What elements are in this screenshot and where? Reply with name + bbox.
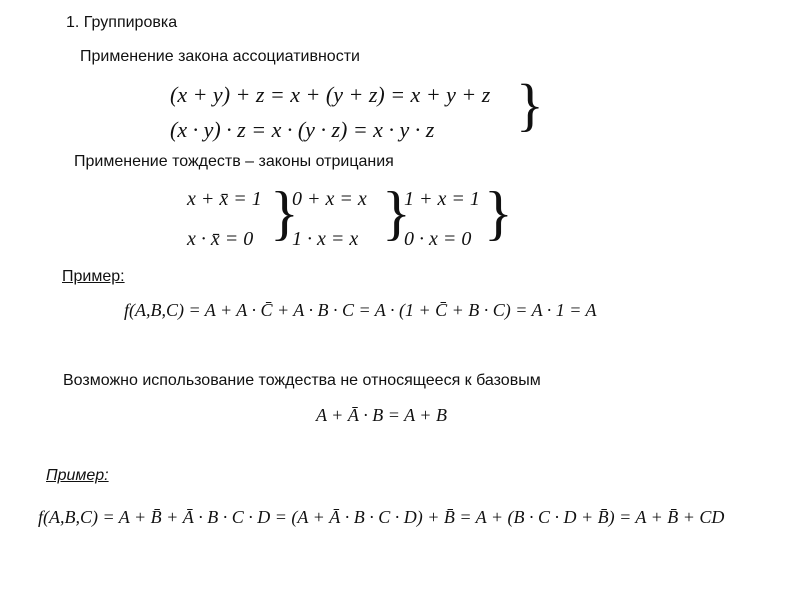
negation-eq-c1: 1 + x = 1 (404, 188, 480, 210)
example1-label: Пример: (62, 268, 125, 285)
negation-brace-2: } (382, 180, 411, 246)
negation-eq-b1: 0 + x = x (292, 188, 367, 210)
example1-equation: f(A,B,C) = A + A · C̄ + A · B · C = A · (1 + C̄ + B · C) = A · 1 = A (124, 300, 597, 320)
negation-title: Применение тождеств – законы отрицания (74, 153, 394, 170)
nonbase-identity-equation: A + Ā · B = A + B (316, 405, 447, 425)
associativity-equation-sum: (x + y) + z = x + (y + z) = x + y + z (170, 82, 491, 107)
example2-equation: f(A,B,C) = A + B̄ + Ā · B · C · D = (A + Ā · B · C · D) + B̄ = A + (B · C · D + B̄) = A + B̄ + CD (38, 507, 725, 527)
negation-eq-b2: 1 · x = x (292, 228, 359, 250)
associativity-equation-product: (x · y) · z = x · (y · z) = x · y · z (170, 117, 435, 142)
negation-eq-c2: 0 · x = 0 (404, 228, 472, 250)
associativity-brace: } (516, 72, 544, 137)
section-heading: 1. Группировка (66, 14, 178, 31)
negation-brace-1: } (270, 180, 299, 246)
nonbase-identity-text: Возможно использование тождества не относящееся к базовым (63, 372, 541, 389)
negation-eq-a1: x + x̄ = 1 (187, 188, 262, 210)
negation-eq-a2: x · x̄ = 0 (187, 228, 254, 250)
example2-label: Пример: (46, 467, 109, 484)
associativity-title: Применение закона ассоциативности (80, 48, 360, 65)
negation-brace-3: } (484, 180, 513, 246)
